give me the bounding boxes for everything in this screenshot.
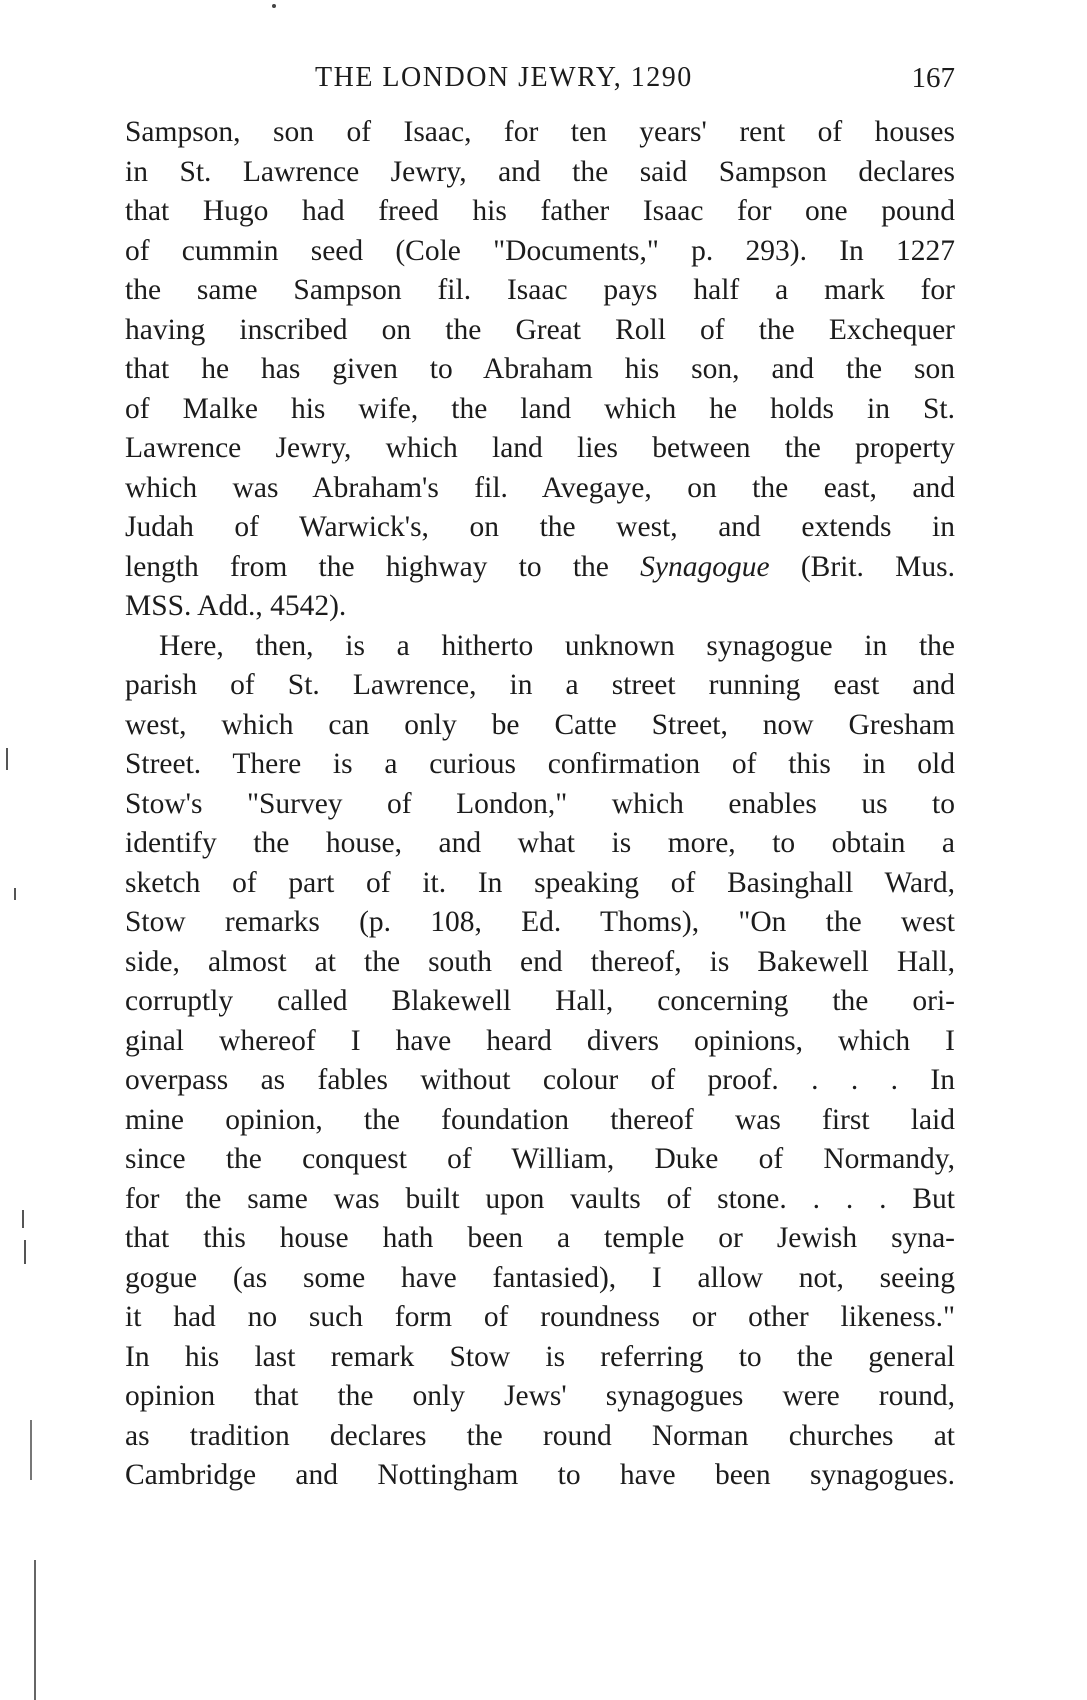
text-line: Sampson, son of Isaac, for ten years' rent of houses bbox=[125, 116, 955, 148]
text-line: it had no such form of roundness or other likeness." bbox=[125, 1301, 955, 1333]
text-line: since the conquest of William, Duke of Normandy, bbox=[125, 1143, 955, 1175]
paragraph-end-line: MSS. Add., 4542). bbox=[125, 590, 347, 622]
scan-speck bbox=[272, 4, 276, 8]
text-line: Stow remarks (p. 108, Ed. Thoms), "On the west bbox=[125, 906, 955, 938]
text-segment: length from the highway to the bbox=[125, 550, 609, 583]
paragraph-end-line: Cambridge and Nottingham to have been synagogues. bbox=[125, 1459, 955, 1491]
scan-margin-mark bbox=[14, 888, 16, 900]
scan-margin-mark bbox=[6, 748, 8, 770]
text-line: corruptly called Blakewell Hall, concerning the ori- bbox=[125, 985, 955, 1017]
text-line: overpass as fables without colour of proof. . . . In bbox=[125, 1064, 955, 1096]
text-line: which was Abraham's fil. Avegaye, on the east, and bbox=[125, 471, 955, 504]
scan-margin-mark bbox=[24, 1240, 26, 1264]
text-line: opinion that the only Jews' synagogues were round, bbox=[125, 1380, 955, 1412]
text-line: Stow's "Survey of London," which enables us to bbox=[125, 787, 955, 820]
text-line: having inscribed on the Great Roll of the Exchequer bbox=[125, 313, 955, 346]
text-line: in St. Lawrence Jewry, and the said Sampson declares bbox=[125, 155, 955, 188]
text-line: as tradition declares the round Norman churches at bbox=[125, 1419, 955, 1452]
text-line: parish of St. Lawrence, in a street running east and bbox=[125, 669, 955, 701]
text-line: identify the house, and what is more, to obtain a bbox=[125, 827, 955, 859]
text-line: that he has given to Abraham his son, and the son bbox=[125, 353, 955, 385]
text-line: Lawrence Jewry, which land lies between the property bbox=[125, 432, 955, 464]
page-header bbox=[125, 62, 955, 102]
italic-term: Synagogue bbox=[640, 550, 770, 583]
body-text bbox=[125, 113, 955, 1496]
text-line: sketch of part of it. In speaking of Basinghall Ward, bbox=[125, 866, 955, 899]
text-line: west, which can only be Catte Street, now Gresham bbox=[125, 708, 955, 741]
text-segment: (Brit. Mus. bbox=[800, 550, 956, 583]
text-line: mine opinion, the foundation thereof was first laid bbox=[125, 1103, 955, 1136]
text-line: of cummin seed (Cole "Documents," p. 293). In 1227 bbox=[125, 234, 955, 267]
scan-margin-mark bbox=[22, 1210, 24, 1228]
text-line-with-italic bbox=[125, 548, 955, 588]
text-line: Judah of Warwick's, on the west, and extends in bbox=[125, 511, 955, 543]
text-line: In his last remark Stow is referring to the general bbox=[125, 1340, 955, 1373]
text-line: Street. There is a curious confirmation of this in old bbox=[125, 748, 955, 780]
text-line: that this house hath been a temple or Jewish syna- bbox=[125, 1222, 955, 1254]
text-line: for the same was built upon vaults of stone. . . . But bbox=[125, 1182, 955, 1215]
scan-margin-mark bbox=[30, 1420, 32, 1480]
paragraph-first-line: Here, then, is a hitherto unknown synagogue in the bbox=[159, 629, 955, 662]
page-number: 167 bbox=[911, 62, 955, 94]
text-line: of Malke his wife, the land which he holds in St. bbox=[125, 392, 955, 425]
scan-margin-mark bbox=[34, 1560, 36, 1700]
text-line: side, almost at the south end thereof, is Bakewell Hall, bbox=[125, 945, 955, 978]
text-line: that Hugo had freed his father Isaac for one pound bbox=[125, 195, 955, 227]
running-head: THE LONDON JEWRY, 1290 bbox=[315, 62, 693, 93]
text-line: gogue (as some have fantasied), I allow not, seeing bbox=[125, 1261, 955, 1294]
text-line: the same Sampson fil. Isaac pays half a mark for bbox=[125, 274, 955, 306]
text-line: ginal whereof I have heard divers opinions, which I bbox=[125, 1024, 955, 1057]
